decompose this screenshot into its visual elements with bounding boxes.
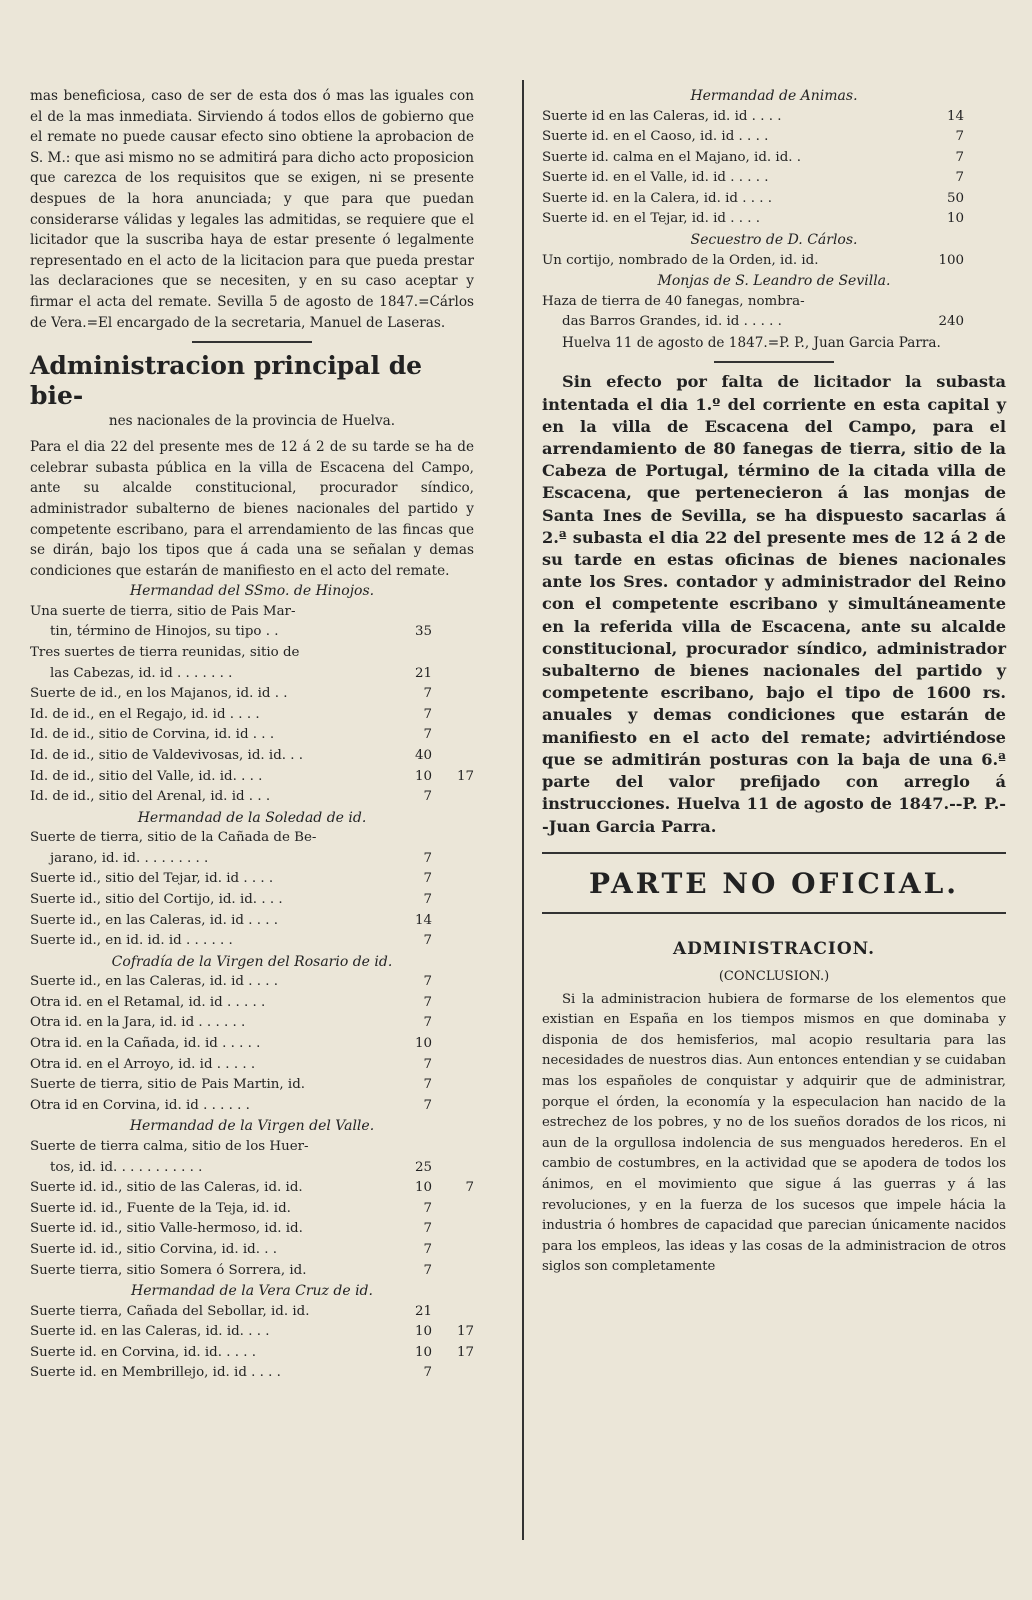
price-reales: 7: [423, 1221, 432, 1237]
price-reales: 14: [946, 108, 964, 124]
table-row: [30, 622, 474, 643]
price-maravedis: [432, 849, 474, 870]
price-maravedis: [432, 725, 474, 746]
property-description: Tres suertes de tierra reunidas, sitio de: [30, 644, 300, 660]
price-reales: 7: [423, 686, 432, 702]
property-description: Suerte id. id., sitio Valle-hermoso, id. id.: [30, 1221, 303, 1237]
table-row: [542, 127, 1006, 148]
article-body: Si la administracion hubiera de formarse de los elementos que existian en España en los tiempos mismos en que dominaba y disponia de dos hemisferios, mal acopio resultaria para las necesidades de nuestros dias. Aun entonces entendian y se cuidaban mas los españoles de conquistar y adquirir que de administrar, porque el órden, la economía y la especulacion han nacido de la estrechez de los pobres, y no de los sueños dorados de los ricos, ni aun de la orgullosa indolencia de sus menguados herederos. En el cambio de costumbres, en la actividad que se apodera de todos los ánimos, en el movimiento que sigue á las guerras y á las revoluciones, y en la fuerza de los sucesos que impele hácia la industria ó hombres de capacidad que parecian únicamente nacidos para los empleos, las ideas y las cosas de la administracion de otros siglos son completamente: [542, 991, 1006, 1275]
separator-rule: [542, 912, 1006, 914]
price-maravedis: [964, 189, 1006, 210]
price-reales: 25: [414, 1159, 432, 1175]
price-reales: 7: [423, 850, 432, 866]
property-description: Haza de tierra de 40 fanegas, nombra-: [542, 293, 805, 309]
property-table: [30, 1302, 474, 1384]
group-heading: Monjas de S. Leandro de Sevilla.: [657, 273, 891, 290]
article-subtitle: (CONCLUSION.): [718, 968, 830, 984]
property-table: [30, 972, 474, 1116]
price-reales: 7: [423, 1262, 432, 1278]
table-row: [30, 1343, 474, 1364]
auction-conditions-text: mas beneficiosa, caso de ser de esta dos ó mas las iguales con el de la mas inmediata. Sirviendo á todos ellos de gobierno que el remate no puede causar efecto sino obtiene la aprobacion de S. M.: que asi mismo no se admitirá para dicho acto proposicion que carezca de los requisitos que se exigen, ni se presente despues de la hora anunciada; y que para que puedan considerarse válidas y legales las admitidas, se requiere que el licitador que la suscriba haya de estar presente ó legalmente representado en el acto de la licitacion para que pueda prestar las declaraciones que se necesiten, y en su caso aceptar y firmar el acta del remate. Sevilla 5 de agosto de 1847.=Cárlos de Vera.=El encargado de la secretaria, Manuel de Laseras.: [30, 88, 474, 331]
property-listing-right: [542, 86, 1006, 333]
price-maravedis: [964, 127, 1006, 148]
property-description-cont: das Barros Grandes, id. id . . . . .: [562, 314, 782, 330]
price-reales: 7: [955, 129, 964, 145]
price-maravedis: [432, 890, 474, 911]
price-reales: 7: [423, 1015, 432, 1031]
price-maravedis: [432, 1096, 474, 1117]
property-description: Otra id. en la Cañada, id. id . . . . .: [30, 1036, 261, 1052]
property-description-cont: las Cabezas, id. id . . . . . . .: [50, 665, 233, 681]
price-reales: 10: [414, 1324, 432, 1340]
property-table: [542, 251, 1006, 272]
price-maravedis: [432, 911, 474, 932]
table-row: [30, 993, 474, 1014]
price-maravedis: [432, 1199, 474, 1220]
price-reales: 10: [414, 768, 432, 784]
table-row: [30, 1261, 474, 1282]
table-row: [30, 725, 474, 746]
price-maravedis: 17: [456, 1344, 474, 1360]
table-row: [30, 1322, 474, 1343]
price-maravedis: [432, 705, 474, 726]
table-row: [30, 643, 474, 664]
table-row: [30, 890, 474, 911]
table-row: [30, 1178, 474, 1199]
table-row: [30, 1096, 474, 1117]
table-row: [542, 312, 1006, 333]
property-description: Suerte id. en las Caleras, id. id. . . .: [30, 1324, 270, 1340]
table-row: [30, 1034, 474, 1055]
left-column: [30, 86, 474, 1384]
property-description: Id. de id., en el Regajo, id. id . . . .: [30, 706, 260, 722]
property-description: Otra id. en el Retamal, id. id . . . . .: [30, 994, 266, 1010]
right-column: [542, 86, 1006, 1278]
table-row: [30, 828, 474, 849]
separator-rule: [542, 852, 1006, 854]
price-reales: 14: [414, 912, 432, 928]
property-description: Suerte id. en el Tejar, id. id . . . .: [542, 211, 760, 227]
group-heading: Secuestro de D. Cárlos.: [690, 232, 858, 249]
property-description: Suerte de id., en los Majanos, id. id . .: [30, 686, 288, 702]
table-row: [542, 251, 1006, 272]
separator-rule: [714, 361, 834, 363]
price-reales: 50: [946, 190, 964, 206]
price-reales: 40: [414, 747, 432, 763]
table-row: [30, 1240, 474, 1261]
table-row: [30, 1013, 474, 1034]
property-description: Suerte id., sitio del Cortijo, id. id. . . .: [30, 892, 283, 907]
price-maravedis: [964, 312, 1006, 333]
property-description: Suerte id., en las Caleras, id. id . . . .: [30, 974, 278, 990]
price-maravedis: [432, 1219, 474, 1240]
property-description: Suerte id. en el Caoso, id. id . . . .: [542, 129, 769, 145]
price-maravedis: [432, 1075, 474, 1096]
price-maravedis: [432, 869, 474, 890]
property-description: Id. de id., sitio de Corvina, id. id . . .: [30, 727, 275, 743]
group-heading: Hermandad de la Virgen del Valle.: [129, 1118, 375, 1135]
property-description: Una suerte de tierra, sitio de Pais Mar-: [30, 603, 296, 619]
table-row: [30, 849, 474, 870]
price-maravedis: [432, 1055, 474, 1076]
property-description: Suerte id. id., Fuente de la Teja, id. id.: [30, 1200, 291, 1216]
price-reales: 7: [423, 871, 432, 887]
property-description: Suerte tierra, sitio Somera ó Sorrera, id.: [30, 1262, 307, 1278]
table-row: [30, 869, 474, 890]
property-description: Suerte id. en Membrillejo, id. id . . . .: [30, 1365, 281, 1381]
group-heading: Cofradía de la Virgen del Rosario de id.: [111, 953, 393, 970]
property-description: Suerte id. calma en el Majano, id. id. .: [542, 149, 802, 165]
property-description: Suerte id. en Corvina, id. id. . . . .: [30, 1344, 257, 1360]
price-reales: 7: [955, 170, 964, 186]
auction-announcement: Para el dia 22 del presente mes de 12 á 2 de su tarde se ha de celebrar subasta pública en la villa de Escacena del Campo, ante su alcalde constitucional, procurador síndico, administrador subalterno de bienes nacionales del partido y competente escribano, para el arrendamiento de las fincas que se dirán, bajo los tipos que á cada una se señalan y demas condiciones que estarán de manifiesto en el acto del remate.: [30, 439, 474, 579]
table-row: [30, 602, 474, 623]
property-description: Suerte tierra, Cañada del Sebollar, id. id.: [30, 1303, 310, 1319]
price-maravedis: [432, 1261, 474, 1282]
price-maravedis: [964, 209, 1006, 230]
table-row: [30, 911, 474, 932]
property-description: Suerte id. en el Valle, id. id . . . . .: [542, 170, 769, 186]
price-reales: 7: [423, 1097, 432, 1113]
price-reales: 7: [423, 994, 432, 1010]
parte-no-oficial-banner: PARTE NO OFICIAL.: [588, 866, 960, 900]
table-row: [30, 1137, 474, 1158]
price-reales: 7: [423, 727, 432, 743]
price-reales: 10: [414, 1344, 432, 1360]
price-maravedis: [432, 1363, 474, 1384]
property-table: [30, 602, 474, 808]
table-row: [30, 1302, 474, 1323]
group-heading: Hermandad de la Vera Cruz de id.: [131, 1283, 373, 1300]
price-maravedis: [432, 622, 474, 643]
property-description: Id. de id., sitio del Valle, id. id. . . .: [30, 768, 263, 784]
price-maravedis: [964, 251, 1006, 272]
property-description: Otra id en Corvina, id. id . . . . . .: [30, 1097, 250, 1113]
property-description: Suerte de tierra, sitio de Pais Martin, id.: [30, 1077, 306, 1093]
table-row: [30, 684, 474, 705]
second-auction-notice: Sin efecto por falta de licitador la subasta intentada el dia 1.º del corriente en esta capital y en la villa de Escacena del Campo, para el arrendamiento de 80 fanegas de tierra, sitio de la Cabeza de Portugal, término de la citada villa de Escacena, que pertenecieron á las monjas de Santa Ines de Sevilla, se ha dispuesto sacarlas á 2.ª subasta el dia 22 del presente mes de 12 á 2 de su tarde en estas oficinas de bienes nacionales ante los Sres. contador y administrador del Reino con el competente escribano y simultáneamente en la referida villa de Escacena, ante su alcalde constitucional, procurador síndico, administrador subalterno de bienes nacionales del partido y competente escribano, bajo el tipo de 1600 rs. anuales y demas condiciones que estarán de manifiesto en el acto del remate; advirtiéndose que se admitirán posturas con la baja de una 6.ª parte del valor prefijado con arreglo á instrucciones. Huelva 11 de agosto de 1847.--P. P.--Juan Garcia Parra.: [542, 372, 1006, 836]
property-description: Suerte id en las Caleras, id. id . . . .: [542, 108, 782, 124]
price-maravedis: [432, 993, 474, 1014]
price-reales: 100: [938, 252, 964, 268]
table-row: [542, 209, 1006, 230]
price-maravedis: [432, 746, 474, 767]
property-description: Suerte id., en las Caleras, id. id . . . .: [30, 912, 278, 928]
price-maravedis: [964, 168, 1006, 189]
price-reales: 10: [946, 211, 964, 227]
property-description-cont: tin, término de Hinojos, su tipo . .: [50, 624, 279, 640]
table-row: [30, 787, 474, 808]
table-row: [30, 1199, 474, 1220]
section-subtitle: nes nacionales de la provincia de Huelva.: [108, 413, 396, 430]
section-title-administracion: Administracion principal de bie-: [30, 351, 423, 411]
property-description: Suerte de tierra calma, sitio de los Huer-: [30, 1138, 309, 1154]
price-reales: 7: [423, 1365, 432, 1381]
price-reales: 7: [423, 933, 432, 949]
property-description-cont: tos, id. id. . . . . . . . . . .: [50, 1159, 203, 1175]
table-row: [542, 148, 1006, 169]
price-maravedis: [432, 1158, 474, 1179]
price-maravedis: [432, 1013, 474, 1034]
table-row: [30, 1075, 474, 1096]
price-maravedis: [432, 684, 474, 705]
property-table: [30, 1137, 474, 1281]
price-reales: 21: [414, 1303, 432, 1319]
property-description: Suerte id., en id. id. id . . . . . .: [30, 933, 233, 949]
price-reales: 7: [423, 1241, 432, 1257]
price-reales: 7: [423, 1077, 432, 1093]
property-description: Otra id. en el Arroyo, id. id . . . . .: [30, 1056, 256, 1072]
property-description: Suerte id., sitio del Tejar, id. id . . . .: [30, 871, 274, 887]
group-heading: Hermandad del SSmo. de Hinojos.: [129, 583, 375, 600]
table-row: [30, 1158, 474, 1179]
price-maravedis: [432, 1302, 474, 1323]
table-row: [30, 767, 474, 788]
group-heading: Hermandad de Animas.: [690, 88, 858, 104]
price-maravedis: [432, 1240, 474, 1261]
property-description: Suerte id. id., sitio Corvina, id. id. . .: [30, 1241, 277, 1257]
price-reales: 7: [423, 1200, 432, 1216]
table-row: [542, 168, 1006, 189]
price-maravedis: [964, 148, 1006, 169]
price-maravedis: [432, 931, 474, 952]
table-row: [30, 1219, 474, 1240]
group-heading: Hermandad de la Soledad de id.: [137, 809, 367, 826]
property-description: Id. de id., sitio de Valdevivosas, id. id. . .: [30, 747, 304, 763]
property-description: Suerte id. id., sitio de las Caleras, id. id.: [30, 1180, 303, 1196]
property-table: [30, 828, 474, 952]
price-maravedis: 7: [465, 1180, 474, 1196]
table-row: [30, 1055, 474, 1076]
price-reales: 21: [414, 665, 432, 681]
price-reales: 10: [414, 1036, 432, 1052]
price-maravedis: 17: [456, 768, 474, 784]
price-maravedis: [432, 972, 474, 993]
table-row: [542, 107, 1006, 128]
property-description-cont: jarano, id. id. . . . . . . . .: [50, 850, 209, 866]
price-maravedis: [432, 1034, 474, 1055]
property-description: Otra id. en la Jara, id. id . . . . . .: [30, 1015, 246, 1031]
price-reales: 7: [423, 789, 432, 805]
price-reales: 7: [423, 706, 432, 722]
price-reales: 7: [955, 149, 964, 165]
price-maravedis: [964, 107, 1006, 128]
price-reales: 7: [423, 974, 432, 990]
separator-rule: [192, 341, 312, 343]
table-row: [30, 1363, 474, 1384]
property-table: [542, 107, 1006, 231]
price-maravedis: [432, 664, 474, 685]
price-reales: 10: [414, 1180, 432, 1196]
price-reales: 7: [423, 1056, 432, 1072]
table-row: [30, 705, 474, 726]
property-listing-left: [30, 581, 474, 1384]
column-divider: [522, 80, 524, 1540]
price-reales: 35: [414, 624, 432, 640]
table-row: [30, 931, 474, 952]
table-row: [30, 972, 474, 993]
table-row: [30, 664, 474, 685]
table-row: [30, 746, 474, 767]
date-signature: Huelva 11 de agosto de 1847.=P. P., Juan Garcia Parra.: [562, 334, 941, 351]
property-description: Id. de id., sitio del Arenal, id. id . . .: [30, 789, 271, 805]
property-description: Suerte id. en la Calera, id. id . . . .: [542, 190, 772, 206]
property-table: [542, 292, 1006, 333]
table-row: [542, 292, 1006, 313]
price-reales: 240: [938, 314, 964, 330]
article-title: ADMINISTRACION.: [672, 938, 876, 959]
property-description: Un cortijo, nombrado de la Orden, id. id.: [542, 252, 819, 268]
price-reales: 7: [423, 892, 432, 907]
price-maravedis: 17: [456, 1324, 474, 1340]
property-description: Suerte de tierra, sitio de la Cañada de Be-: [30, 830, 317, 846]
price-maravedis: [432, 787, 474, 808]
table-row: [542, 189, 1006, 210]
